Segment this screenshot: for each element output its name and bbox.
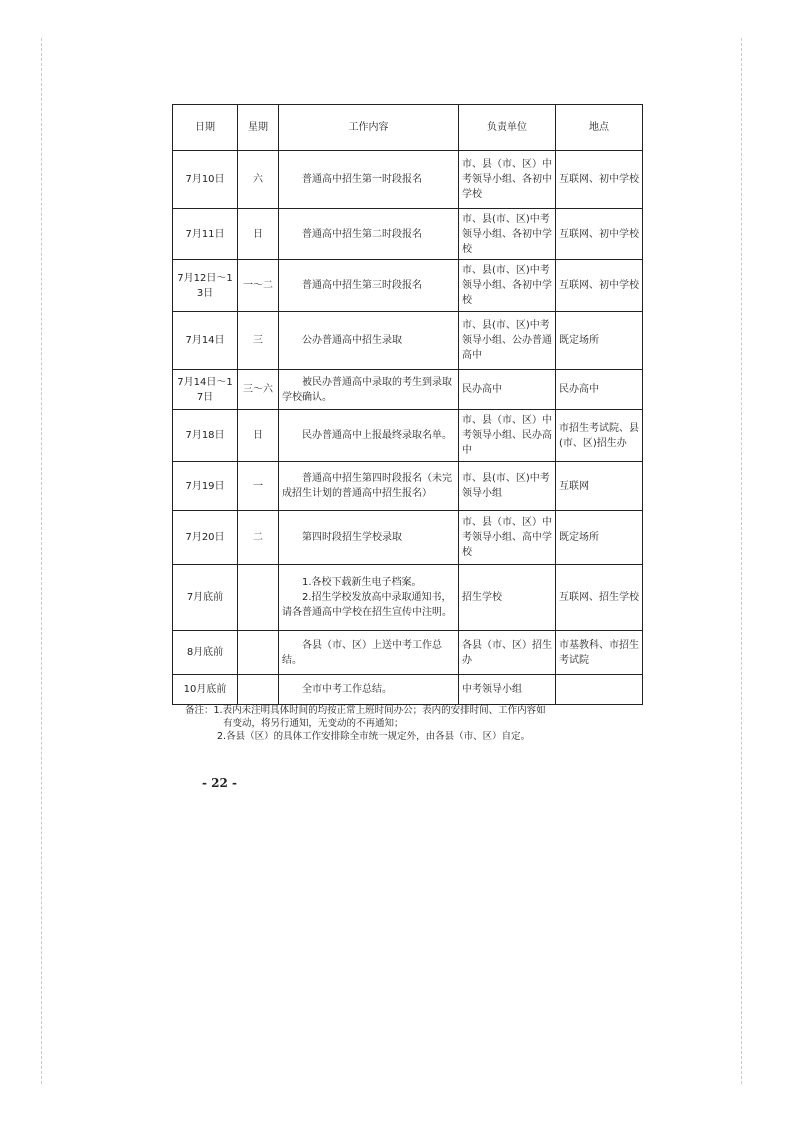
- table-row: [173, 209, 643, 260]
- header-unit: 负责单位: [459, 105, 556, 151]
- table-row: [173, 151, 643, 209]
- cell-unit: 市、县（市、区）中考领导小组、民办高中: [459, 410, 556, 462]
- cell-task: [279, 151, 459, 209]
- cell-date: 7月18日: [173, 410, 238, 462]
- cell-unit: 市、县(市、区)中考领导小组、各初中学校: [459, 209, 556, 260]
- cell-weekday: 日: [238, 209, 279, 260]
- header-task: 工作内容: [279, 105, 459, 151]
- cell-weekday: 六: [238, 151, 279, 209]
- cell-task: [279, 260, 459, 312]
- cell-place: 互联网、初中学校: [556, 209, 643, 260]
- cell-place: 互联网: [556, 462, 643, 511]
- cell-place: 既定场所: [556, 312, 643, 370]
- cell-date: 7月14日～17日: [173, 370, 238, 410]
- page-number: - 22 -: [202, 776, 238, 790]
- cell-weekday: [238, 631, 279, 675]
- cell-unit: 市、县（市、区）中考领导小组、高中学校: [459, 511, 556, 565]
- task-text: 普通高中招生第二时段报名: [302, 228, 422, 240]
- cell-weekday: [238, 565, 279, 631]
- table-row: [173, 312, 643, 370]
- cell-task: [279, 462, 459, 511]
- cell-weekday: 一～二: [238, 260, 279, 312]
- task-text: 全市中考工作总结。: [302, 684, 392, 695]
- cell-place: 互联网、招生学校: [556, 565, 643, 631]
- table-row: [173, 370, 643, 410]
- cell-date: 7月14日: [173, 312, 238, 370]
- cell-unit: 中考领导小组: [459, 675, 556, 705]
- table-row: [173, 565, 643, 631]
- table-header-row: [173, 105, 643, 151]
- cell-task: [279, 312, 459, 370]
- task-text: 民办普通高中上报最终录取名单。: [302, 430, 452, 441]
- task-text: 公办普通高中招生录取: [302, 335, 402, 346]
- task-text: 1.各校下载新生电子档案。: [302, 577, 422, 588]
- cell-task: [279, 631, 459, 675]
- cell-date: 8月底前: [173, 631, 238, 675]
- task-text: 普通高中招生第三时段报名: [302, 280, 422, 291]
- cell-task: [279, 209, 459, 260]
- cell-date: 7月10日: [173, 151, 238, 209]
- cell-unit: 民办高中: [459, 370, 556, 410]
- cell-weekday: 二: [238, 511, 279, 565]
- cell-unit: 市、县(市、区)中考领导小组、各初中学校: [459, 260, 556, 312]
- cell-place: 市基教科、市招生考试院: [556, 631, 643, 675]
- task-text: 各县（市、区）上送中考工作总结。: [282, 639, 442, 666]
- schedule-table: [172, 104, 643, 705]
- cell-weekday: 一: [238, 462, 279, 511]
- header-place: 地点: [556, 105, 643, 151]
- cell-date: 10月底前: [173, 675, 238, 705]
- cell-place: 既定场所: [556, 511, 643, 565]
- note-line: 有变动，将另行通知，无变动的不再通知；: [223, 718, 404, 729]
- table-row: [173, 631, 643, 675]
- cell-unit: 市、县（市、区）中考领导小组、各初中学校: [459, 151, 556, 209]
- cell-task: [279, 565, 459, 631]
- note-line: 2.各县（区）的具体工作安排除全市统一规定外，由各县（市、区）自定。: [217, 731, 531, 742]
- table-row: [173, 410, 643, 462]
- task-text: 普通高中招生第一时段报名: [302, 174, 422, 185]
- cell-place: 互联网、初中学校: [556, 260, 643, 312]
- cell-place: 市招生考试院、县(市、区)招生办: [556, 410, 643, 462]
- note-line: 备注：1.表内未注明具体时间的均按正常上班时间办公；表内的安排时间、工作内容如: [185, 705, 546, 716]
- table-row: [173, 511, 643, 565]
- cell-task: [279, 675, 459, 705]
- task-text: 被民办普通高中录取的考生到录取学校确认。: [282, 376, 452, 403]
- table-row: [173, 675, 643, 705]
- cell-date: 7月20日: [173, 511, 238, 565]
- cell-task: [279, 410, 459, 462]
- cell-place: 民办高中: [556, 370, 643, 410]
- task-text: 2.招生学校发放高中录取通知书，请各普通高中学校在招生宣传中注明。: [282, 592, 452, 618]
- task-text: 普通高中招生第四时段报名（未完成招生计划的普通高中招生报名）: [282, 473, 452, 499]
- header-weekday: 星期: [238, 105, 279, 151]
- cell-weekday: 三～六: [238, 370, 279, 410]
- task-text: 第四时段招生学校录取: [302, 532, 402, 543]
- cell-weekday: [238, 675, 279, 705]
- cell-date: 7月12日～13日: [173, 260, 238, 312]
- cell-task: [279, 370, 459, 410]
- cell-place: 互联网、初中学校: [556, 151, 643, 209]
- table-row: [173, 462, 643, 511]
- right-margin-guide: [741, 38, 742, 1084]
- cell-unit: 市、县(市、区)中考领导小组、公办普通高中: [459, 312, 556, 370]
- cell-weekday: 三: [238, 312, 279, 370]
- left-margin-guide: [41, 38, 42, 1084]
- cell-weekday: 日: [238, 410, 279, 462]
- cell-unit: 各县（市、区）招生办: [459, 631, 556, 675]
- cell-date: 7月19日: [173, 462, 238, 511]
- cell-date: 7月底前: [173, 565, 238, 631]
- cell-date: 7月11日: [173, 209, 238, 260]
- table-row: [173, 260, 643, 312]
- cell-unit: 招生学校: [459, 565, 556, 631]
- cell-task: [279, 511, 459, 565]
- cell-unit: 市、县(市、区)中考领导小组: [459, 462, 556, 511]
- cell-place: [556, 675, 643, 705]
- header-date: 日期: [173, 105, 238, 151]
- table-notes: [185, 704, 625, 743]
